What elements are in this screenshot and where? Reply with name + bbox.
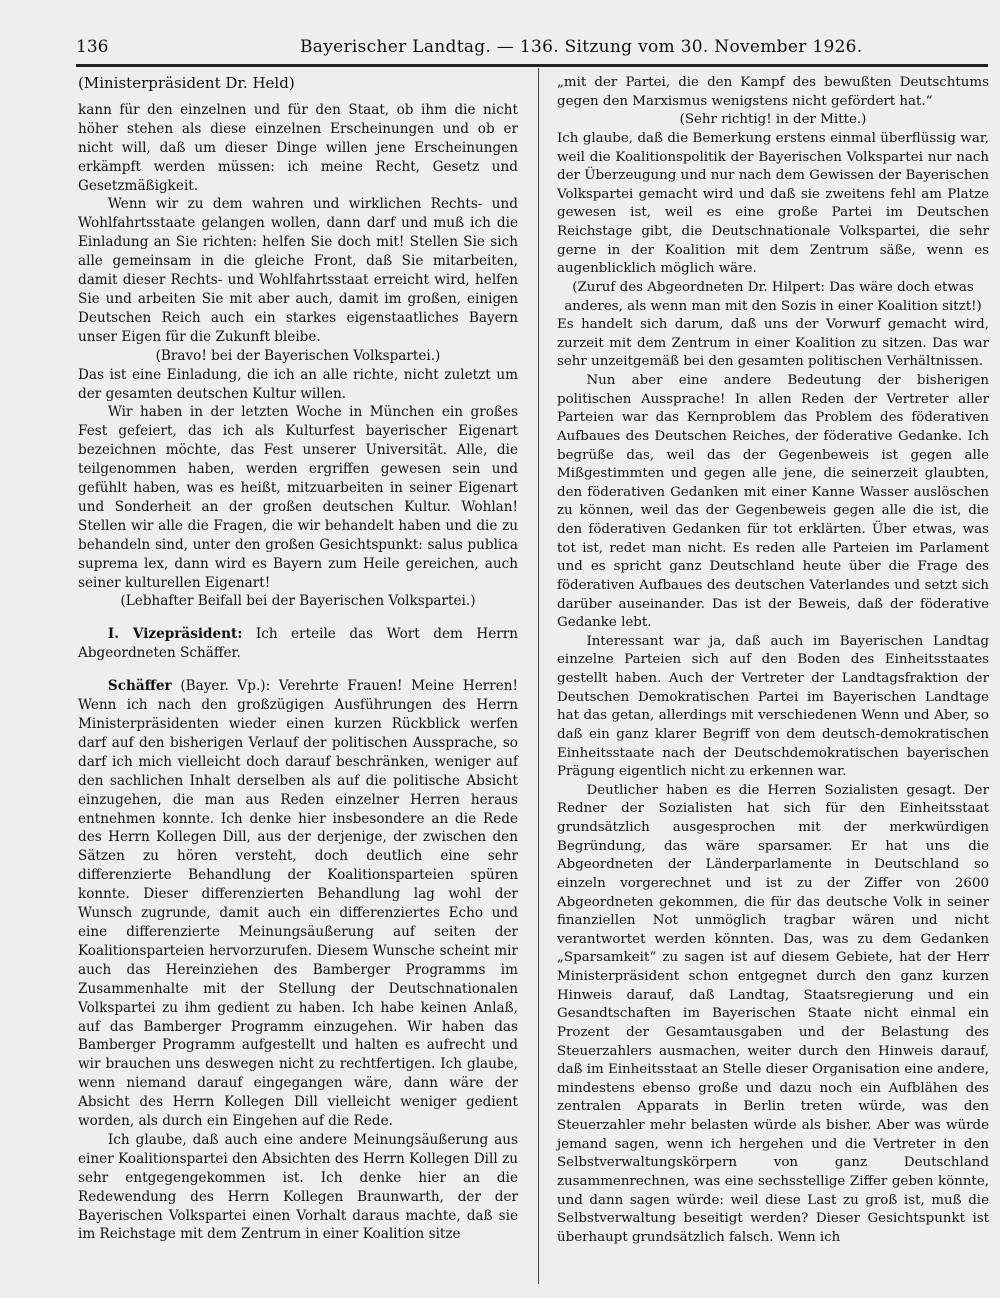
spacer bbox=[78, 663, 518, 677]
page-header bbox=[76, 36, 986, 58]
running-head: Bayerischer Landtag. — 136. Sitzung vom 30. November 1926. bbox=[300, 37, 863, 57]
left-column bbox=[78, 74, 518, 1244]
page-number: 136 bbox=[76, 37, 109, 57]
vice-president-paragraph bbox=[78, 625, 518, 663]
spacer bbox=[78, 611, 518, 625]
column-divider bbox=[538, 68, 539, 1284]
right-column bbox=[557, 74, 989, 1247]
paragraph-text: Ich erteile das Wort dem Herrn Abgeordneten Schäffer. bbox=[78, 626, 519, 662]
paragraph: Wenn wir zu dem wahren und wirklichen Rechts- und Wohlfahrtsstaate gelangen wollen, dann darf und muß ich die Einladung an Sie richten: helfen Sie doch mit! Stellen Sie sich alle gemeinsam in die gleiche Front, daß Sie mitarbeiten, damit dieser Rechts- und Wohlfahrtsstaat erreicht wird, helfen Sie und arbeiten Sie mit aber auch, damit im großen, einigen Deutschen Reich auch ein starkes eigenstaatliches Bayern unser Eigen für die Zukunft bleibe. bbox=[78, 196, 518, 345]
paragraph: Ich glaube, daß die Bemerkung erstens einmal überflüssig war, weil die Koalitionspolitik der Bayerischen Volkspartei nur nach der Überzeugung und nur nach dem Gewissen der Bayerischen Volkspartei gemacht wird und daß sie zweitens fehl am Platze gewesen ist, weil es eine große Partei im Deutschen Reichstage gibt, die Deutschnationale Volkspartei, die sehr gerne in der Koalition mit dem Zentrum säße, wenn es augenblicklich möglich wäre. bbox=[557, 130, 989, 277]
schaeffer-paragraph bbox=[78, 677, 518, 1131]
remark: (Zuruf des Abgeordneten Dr. Hilpert: Das wäre doch etwas anderes, als wenn man mit den Sozis in einer Koalition sitzt!) bbox=[564, 279, 982, 314]
remark: (Bravo! bei der Bayerischen Volkspartei.) bbox=[155, 347, 441, 364]
paragraph: Nun aber eine andere Bedeutung der bisherigen politischen Aussprache! In allen Reden der Vertreter aller Parteien war das Kernproblem das Problem des föderativen Aufbaues des Deutschen Reiches, der föderative Gedanke. Ich begrüße das, weil das der Gegenbeweis ist gegen alle Mißgestimmten und gegen alle jene, die seinerzeit glaubten, den föderativen Gedanken mit einer Kanne Wasser auslöschen zu können, weil das der Gegenbeweis gegen alle die ist, die den föderativen Gedanken für tot erklärten. Über etwas, was tot ist, redet man nicht. Es reden alle Parteien im Parlament und es spricht ganz Deutschland heute über die Frage des föderativen Aufbaues des deutschen Vaterlandes und setzt sich darüber auseinander. Das ist der Beweis, daß der föderative Gedanke lebt. bbox=[557, 373, 989, 631]
paragraph: kann für den einzelnen und für den Staat, ob ihm die nicht höher stehen als diese einzelnen Erscheinungen und ob er nicht will, daß um dieser Dinge willen jene Erscheinungen erkämpft werden müssen: ich meine Recht, Gesetz und Gesetzmäßigkeit. bbox=[78, 101, 518, 194]
paragraph: Deutlicher haben es die Herren Sozialisten gesagt. Der Redner der Sozialisten hat sich für den Einheitsstaat grundsätzlich ausgesprochen mit der merkwürdigen Begründung, das wäre sparsamer. Er hat uns die Abgeordneten der Länderparlamente in Deutschland so einzeln vorgerechnet und ist zu der Ziffer von 2600 Abgeordneten gekommen, die für das deutsche Volk in seiner finanziellen Not unmöglich tragbar wären und nicht verantwortet werden könnten. Das, was zu dem Gedanken „Sparsamkeit“ zu sagen ist auf diesem Gebiete, hat der Herr Ministerpräsident schon entgegnet durch den ganz kurzen Hinweis darauf, daß Landtag, Staatsregierung und ein Gesandtschaften im Bayerischen Staate nicht einmal ein Prozent der Gesamtausgaben und der Belastung des Steuerzahlers ausmachen, weiter durch den Hinweis darauf, daß im Einheitsstaat an Stelle dieser Organisation eine andere, mindestens ebenso große und dazu noch ein Aufblähen des zentralen Apparats in Berlin treten würde, was den Steuerzahler mehr belasten würde als bisher. Aber was würde jemand sagen, wenn ich hergehen und die Vertreter in den Selbstverwaltungskörpern von ganz Deutschland zusammenrechnen, was eine sechsstellige Ziffer geben könnte, und dann sagen würde: weil diese Last zu groß ist, muß die Selbstverwaltung beseitigt werden? Dieser Gesichtspunkt ist überhaupt grundsätzlich falsch. Wenn ich bbox=[557, 782, 989, 1245]
speaker-name: Schäffer bbox=[107, 678, 172, 695]
paragraph: Ich glaube, daß auch eine andere Meinungsäußerung aus einer Koalitionspartei den Absichten des Herrn Kollegen Dill zu sehr entgegengekommen ist. Ich denke hier an die Redewendung des Herrn Kollegen Braunwarth, der der Bayerischen Volkspartei einen Vorhalt daraus machte, daß sie im Reichstage mit dem Zentrum in einer Koalition sitze bbox=[78, 1131, 518, 1243]
header-rule bbox=[76, 64, 988, 67]
quotation: „mit der Partei, die den Kampf des bewußten Deutschtums gegen den Marxismus wenigstens nicht gefördert hat.“ bbox=[557, 75, 989, 109]
remark: (Lebhafter Beifall bei der Bayerischen Volkspartei.) bbox=[120, 593, 476, 610]
paragraph: Das ist eine Einladung, die ich an alle richte, nicht zuletzt um der gesamten deutschen Kultur willen. bbox=[78, 366, 518, 402]
paragraph-text: (Bayer. Vp.): Verehrte Frauen! Meine Herren! Wenn ich nach den großzügigen Ausführungen des Herrn Ministerpräsidenten wieder einen kurzen Rückblick werfen darf auf den bisherigen Verlauf der politischen Aussprache, so darf ich mich vielleicht doch darauf beschränken, weniger auf den sachlichen Inhalt derselben als auf die politische Absicht einzugehen, die man aus Reden einzelner Herren heraus entnehmen konnte. Ich denke hier insbesondere an die Rede des Herrn Kollegen Dill, aus der derjenige, der zwischen den Sätzen zu hören versteht, doch deutlich eine sehr differenzierte Behandlung der Koalitionsparteien spüren konnte. Dieser differenzierten Behandlung lag wohl der Wunsch zugrunde, damit auch ein differenziertes Echo und eine differenzierte Meinungsäußerung auf seiten der Koalitionsparteien hervorzurufen. Diesem Wunsche scheint mir auch das Hereinziehen des Bamberger Programms im Zusammenhalte mit der Stellung der Deutschnationalen Volkspartei zu ihm gedient zu haben. Ich habe keinen Anlaß, auf das Bamberger Programm einzugehen. Wir haben das Bamberger Programm aufgestellt und halten es aufrecht und wir brauchen uns deswegen nicht zu rechtfertigen. Ich glaube, wenn niemand darauf eingegangen wäre, dann wäre der Absicht des Herrn Kollegen Dill vielleicht weniger gedient worden, als durch ein Eingehen auf die Rede. bbox=[78, 678, 518, 1130]
paragraph: Interessant war ja, daß auch im Bayerischen Landtag einzelne Parteien sich auf den Boden des Einheitsstaates gestellt haben. Auch der Vertreter der Landtagsfraktion der Deutschen Demokratischen Partei im Bayerischen Landtage hat das getan, allerdings mit verschiedenen Wenn und Aber, so daß ein ganz klarer Begriff von dem deutsch-demokratischen Einheitsstaate nach der Deutschdemokratischen bayerischen Prägung eigentlich nicht zu erkennen war. bbox=[557, 633, 989, 780]
paragraph: Wir haben in der letzten Woche in München ein großes Fest gefeiert, das ich als Kulturfest bayerischer Eigenart bezeichnen möchte, das Fest unserer Universität. Alle, die teilgenommen haben, werden ergriffen gewesen sein und gefühlt haben, was es heißt, mitzuarbeiten in seiner Eigenart und Sonderheit an der großen deutschen Kultur. Wohlan! Stellen wir alle die Fragen, die wir behandelt haben und die zu behandeln sind, unter den großen Gesichtspunkt: salus publica suprema lex, dann wird es Bayern zum Heile gereichen, auch seiner kulturellen Eigenart! bbox=[78, 404, 518, 591]
speaker-name: I. Vizepräsident: bbox=[107, 626, 243, 643]
paragraph: Es handelt sich darum, daß uns der Vorwurf gemacht wird, zurzeit mit dem Zentrum in einer Koalition zu sitzen. Das war sehr unzeitgemäß bei den gesamten politischen Verhältnissen. bbox=[557, 317, 989, 370]
speaker-tag: (Ministerpräsident Dr. Held) bbox=[78, 74, 295, 92]
remark: (Sehr richtig! in der Mitte.) bbox=[679, 112, 867, 128]
